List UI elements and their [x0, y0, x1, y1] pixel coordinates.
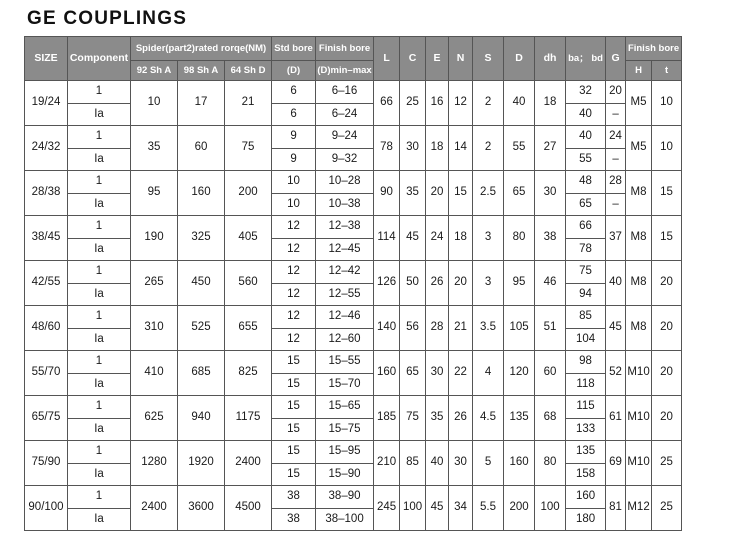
cell-a98: 17 — [178, 81, 225, 126]
cell-a92: 625 — [131, 396, 178, 441]
cell-size: 19/24 — [25, 81, 68, 126]
cell-comp2: Ia — [68, 283, 131, 306]
cell-std1: 12 — [272, 261, 316, 284]
cell-a98: 60 — [178, 126, 225, 171]
cell-a92: 95 — [131, 171, 178, 216]
header-98-sh-a: 98 Sh A — [178, 61, 225, 81]
cell-fin2: 10–38 — [316, 193, 374, 216]
cell-size: 48/60 — [25, 306, 68, 351]
cell-E: 35 — [426, 396, 449, 441]
cell-D: 135 — [504, 396, 535, 441]
cell-E: 40 — [426, 441, 449, 486]
table-body — [25, 81, 682, 531]
cell-d64: 1175 — [225, 396, 272, 441]
cell-H: M8 — [626, 171, 652, 216]
cell-G1: 45 — [606, 306, 626, 351]
cell-N: 20 — [449, 261, 473, 306]
cell-fin1: 10–28 — [316, 171, 374, 194]
cell-dh: 38 — [535, 216, 566, 261]
cell-L: 160 — [374, 351, 400, 396]
cell-a98: 1920 — [178, 441, 225, 486]
cell-std1: 12 — [272, 306, 316, 329]
cell-t: 10 — [652, 126, 682, 171]
cell-L: 114 — [374, 216, 400, 261]
cell-S: 2 — [473, 81, 504, 126]
cell-E: 16 — [426, 81, 449, 126]
cell-comp1: 1 — [68, 126, 131, 149]
header-E: E — [426, 37, 449, 81]
header-S: S — [473, 37, 504, 81]
cell-D: 65 — [504, 171, 535, 216]
header-finish-range: (D)min–max — [316, 61, 374, 81]
cell-comp1: 1 — [68, 306, 131, 329]
cell-fin1: 15–65 — [316, 396, 374, 419]
cell-t: 20 — [652, 261, 682, 306]
cell-L: 210 — [374, 441, 400, 486]
cell-fin1: 15–95 — [316, 441, 374, 464]
cell-D: 55 — [504, 126, 535, 171]
cell-fin2: 15–75 — [316, 418, 374, 441]
table-row — [25, 126, 682, 149]
cell-G2: – — [606, 148, 626, 171]
table-row — [25, 351, 682, 374]
table-row — [25, 463, 682, 486]
cell-H: M8 — [626, 216, 652, 261]
cell-dh: 80 — [535, 441, 566, 486]
cell-a98: 325 — [178, 216, 225, 261]
cell-t: 25 — [652, 486, 682, 531]
cell-t: 15 — [652, 216, 682, 261]
cell-N: 18 — [449, 216, 473, 261]
cell-comp1: 1 — [68, 441, 131, 464]
cell-dh: 18 — [535, 81, 566, 126]
table-row — [25, 103, 682, 126]
cell-dh: 51 — [535, 306, 566, 351]
cell-d64: 75 — [225, 126, 272, 171]
cell-size: 24/32 — [25, 126, 68, 171]
cell-S: 4 — [473, 351, 504, 396]
cell-t: 20 — [652, 396, 682, 441]
cell-a92: 10 — [131, 81, 178, 126]
cell-N: 14 — [449, 126, 473, 171]
cell-comp2: Ia — [68, 238, 131, 261]
cell-bd1: 98 — [566, 351, 606, 374]
cell-std2: 6 — [272, 103, 316, 126]
table-row — [25, 238, 682, 261]
cell-comp1: 1 — [68, 171, 131, 194]
cell-comp2: Ia — [68, 193, 131, 216]
cell-a98: 450 — [178, 261, 225, 306]
cell-C: 45 — [400, 216, 426, 261]
cell-t: 10 — [652, 81, 682, 126]
cell-std1: 15 — [272, 396, 316, 419]
cell-comp1: 1 — [68, 261, 131, 284]
cell-fin1: 12–46 — [316, 306, 374, 329]
cell-fin1: 12–38 — [316, 216, 374, 239]
cell-D: 105 — [504, 306, 535, 351]
cell-N: 22 — [449, 351, 473, 396]
cell-C: 85 — [400, 441, 426, 486]
table-row — [25, 418, 682, 441]
cell-std2: 10 — [272, 193, 316, 216]
cell-C: 30 — [400, 126, 426, 171]
table-row — [25, 441, 682, 464]
cell-fin2: 12–45 — [316, 238, 374, 261]
cell-d64: 21 — [225, 81, 272, 126]
header-finish-bore-thread: Finish bore — [626, 37, 682, 61]
cell-E: 30 — [426, 351, 449, 396]
cell-std1: 10 — [272, 171, 316, 194]
cell-bd2: 55 — [566, 148, 606, 171]
couplings-spec-table — [24, 36, 682, 531]
cell-comp2: Ia — [68, 328, 131, 351]
cell-std1: 6 — [272, 81, 316, 104]
cell-G1: 20 — [606, 81, 626, 104]
cell-H: M8 — [626, 306, 652, 351]
header-N: N — [449, 37, 473, 81]
cell-dh: 100 — [535, 486, 566, 531]
cell-fin2: 9–32 — [316, 148, 374, 171]
table-row — [25, 261, 682, 284]
cell-bd1: 135 — [566, 441, 606, 464]
cell-H: M10 — [626, 441, 652, 486]
cell-std1: 38 — [272, 486, 316, 509]
cell-S: 3 — [473, 261, 504, 306]
header-std-bore: Std bore — [272, 37, 316, 61]
cell-t: 20 — [652, 306, 682, 351]
cell-G1: 28 — [606, 171, 626, 194]
cell-std1: 12 — [272, 216, 316, 239]
cell-bd1: 75 — [566, 261, 606, 284]
cell-E: 26 — [426, 261, 449, 306]
cell-comp2: Ia — [68, 373, 131, 396]
cell-bd1: 66 — [566, 216, 606, 239]
cell-size: 28/38 — [25, 171, 68, 216]
cell-comp2: Ia — [68, 508, 131, 531]
cell-bd2: 133 — [566, 418, 606, 441]
cell-N: 21 — [449, 306, 473, 351]
cell-E: 45 — [426, 486, 449, 531]
cell-a92: 1280 — [131, 441, 178, 486]
cell-a92: 310 — [131, 306, 178, 351]
cell-D: 80 — [504, 216, 535, 261]
cell-C: 35 — [400, 171, 426, 216]
cell-E: 28 — [426, 306, 449, 351]
table-row — [25, 171, 682, 194]
cell-std2: 9 — [272, 148, 316, 171]
cell-H: M5 — [626, 81, 652, 126]
cell-comp1: 1 — [68, 216, 131, 239]
cell-t: 25 — [652, 441, 682, 486]
table-row — [25, 486, 682, 509]
cell-dh: 30 — [535, 171, 566, 216]
cell-comp1: 1 — [68, 486, 131, 509]
cell-fin2: 38–100 — [316, 508, 374, 531]
cell-fin2: 15–90 — [316, 463, 374, 486]
cell-comp2: Ia — [68, 463, 131, 486]
cell-C: 25 — [400, 81, 426, 126]
header-92-sh-a: 92 Sh A — [131, 61, 178, 81]
cell-fin1: 38–90 — [316, 486, 374, 509]
cell-bd2: 158 — [566, 463, 606, 486]
cell-size: 65/75 — [25, 396, 68, 441]
cell-N: 34 — [449, 486, 473, 531]
cell-a92: 265 — [131, 261, 178, 306]
cell-a92: 2400 — [131, 486, 178, 531]
header-std-bore-unit: (D) — [272, 61, 316, 81]
table-row — [25, 193, 682, 216]
cell-size: 38/45 — [25, 216, 68, 261]
cell-dh: 46 — [535, 261, 566, 306]
cell-size: 75/90 — [25, 441, 68, 486]
cell-C: 56 — [400, 306, 426, 351]
table-row — [25, 373, 682, 396]
cell-std2: 12 — [272, 238, 316, 261]
cell-fin1: 9–24 — [316, 126, 374, 149]
cell-H: M8 — [626, 261, 652, 306]
cell-L: 140 — [374, 306, 400, 351]
header-C: C — [400, 37, 426, 81]
cell-bd2: 65 — [566, 193, 606, 216]
cell-L: 90 — [374, 171, 400, 216]
header-ba-bd: ba； bd — [566, 37, 606, 81]
cell-a98: 685 — [178, 351, 225, 396]
cell-bd1: 115 — [566, 396, 606, 419]
cell-C: 100 — [400, 486, 426, 531]
cell-fin1: 15–55 — [316, 351, 374, 374]
cell-bd2: 180 — [566, 508, 606, 531]
cell-bd2: 78 — [566, 238, 606, 261]
cell-S: 3.5 — [473, 306, 504, 351]
header-dh: dh — [535, 37, 566, 81]
cell-S: 5.5 — [473, 486, 504, 531]
cell-S: 3 — [473, 216, 504, 261]
cell-std2: 15 — [272, 463, 316, 486]
cell-comp2: Ia — [68, 418, 131, 441]
cell-L: 78 — [374, 126, 400, 171]
cell-C: 75 — [400, 396, 426, 441]
cell-bd1: 40 — [566, 126, 606, 149]
table-row — [25, 396, 682, 419]
cell-G1: 37 — [606, 216, 626, 261]
cell-E: 18 — [426, 126, 449, 171]
cell-L: 126 — [374, 261, 400, 306]
cell-L: 185 — [374, 396, 400, 441]
cell-comp1: 1 — [68, 351, 131, 374]
cell-bd1: 48 — [566, 171, 606, 194]
cell-fin1: 6–16 — [316, 81, 374, 104]
cell-D: 40 — [504, 81, 535, 126]
cell-d64: 2400 — [225, 441, 272, 486]
table-row — [25, 216, 682, 239]
header-D: D — [504, 37, 535, 81]
cell-N: 30 — [449, 441, 473, 486]
cell-bd2: 118 — [566, 373, 606, 396]
header-t: t — [652, 61, 682, 81]
cell-D: 95 — [504, 261, 535, 306]
cell-std2: 15 — [272, 418, 316, 441]
cell-G1: 69 — [606, 441, 626, 486]
cell-comp2: Ia — [68, 103, 131, 126]
cell-a98: 525 — [178, 306, 225, 351]
header-component: Component — [68, 37, 131, 81]
cell-std1: 15 — [272, 441, 316, 464]
cell-G1: 40 — [606, 261, 626, 306]
page-title: GE COUPLINGS — [27, 8, 188, 29]
cell-fin2: 12–60 — [316, 328, 374, 351]
cell-a98: 940 — [178, 396, 225, 441]
cell-S: 2.5 — [473, 171, 504, 216]
cell-std2: 38 — [272, 508, 316, 531]
cell-t: 15 — [652, 171, 682, 216]
cell-H: M10 — [626, 351, 652, 396]
cell-H: M10 — [626, 396, 652, 441]
cell-C: 65 — [400, 351, 426, 396]
cell-G1: 61 — [606, 396, 626, 441]
table-row — [25, 81, 682, 104]
cell-std2: 12 — [272, 328, 316, 351]
cell-N: 26 — [449, 396, 473, 441]
cell-fin2: 12–55 — [316, 283, 374, 306]
cell-comp1: 1 — [68, 396, 131, 419]
cell-std2: 12 — [272, 283, 316, 306]
cell-a98: 3600 — [178, 486, 225, 531]
header-L: L — [374, 37, 400, 81]
cell-H: M12 — [626, 486, 652, 531]
cell-G2: – — [606, 103, 626, 126]
cell-fin1: 12–42 — [316, 261, 374, 284]
cell-D: 200 — [504, 486, 535, 531]
cell-bd2: 94 — [566, 283, 606, 306]
table-row — [25, 328, 682, 351]
header-finish-bore: Finish bore — [316, 37, 374, 61]
cell-a98: 160 — [178, 171, 225, 216]
cell-D: 160 — [504, 441, 535, 486]
cell-bd1: 32 — [566, 81, 606, 104]
cell-d64: 200 — [225, 171, 272, 216]
cell-dh: 68 — [535, 396, 566, 441]
cell-N: 12 — [449, 81, 473, 126]
cell-H: M5 — [626, 126, 652, 171]
cell-d64: 825 — [225, 351, 272, 396]
cell-G1: 81 — [606, 486, 626, 531]
cell-G1: 52 — [606, 351, 626, 396]
cell-fin2: 15–70 — [316, 373, 374, 396]
cell-a92: 35 — [131, 126, 178, 171]
cell-L: 245 — [374, 486, 400, 531]
cell-std1: 15 — [272, 351, 316, 374]
cell-size: 42/55 — [25, 261, 68, 306]
cell-size: 55/70 — [25, 351, 68, 396]
table-row — [25, 508, 682, 531]
cell-S: 2 — [473, 126, 504, 171]
header-H: H — [626, 61, 652, 81]
cell-bd1: 160 — [566, 486, 606, 509]
cell-comp2: Ia — [68, 148, 131, 171]
header-G: G — [606, 37, 626, 81]
table-row — [25, 283, 682, 306]
cell-d64: 4500 — [225, 486, 272, 531]
cell-C: 50 — [400, 261, 426, 306]
header-size: SIZE — [25, 37, 68, 81]
cell-dh: 60 — [535, 351, 566, 396]
cell-t: 20 — [652, 351, 682, 396]
cell-S: 5 — [473, 441, 504, 486]
cell-dh: 27 — [535, 126, 566, 171]
cell-E: 20 — [426, 171, 449, 216]
cell-size: 90/100 — [25, 486, 68, 531]
cell-E: 24 — [426, 216, 449, 261]
cell-d64: 405 — [225, 216, 272, 261]
header-spider-torque: Spider(part2)rated rorqe(NM) — [131, 37, 272, 61]
cell-d64: 560 — [225, 261, 272, 306]
cell-bd2: 104 — [566, 328, 606, 351]
cell-a92: 410 — [131, 351, 178, 396]
cell-bd1: 85 — [566, 306, 606, 329]
cell-G1: 24 — [606, 126, 626, 149]
cell-L: 66 — [374, 81, 400, 126]
cell-S: 4.5 — [473, 396, 504, 441]
cell-fin2: 6–24 — [316, 103, 374, 126]
cell-D: 120 — [504, 351, 535, 396]
table-row — [25, 148, 682, 171]
cell-bd2: 40 — [566, 103, 606, 126]
cell-comp1: 1 — [68, 81, 131, 104]
cell-d64: 655 — [225, 306, 272, 351]
table-row — [25, 306, 682, 329]
cell-std1: 9 — [272, 126, 316, 149]
cell-a92: 190 — [131, 216, 178, 261]
cell-N: 15 — [449, 171, 473, 216]
cell-std2: 15 — [272, 373, 316, 396]
header-64-sh-d: 64 Sh D — [225, 61, 272, 81]
cell-G2: – — [606, 193, 626, 216]
